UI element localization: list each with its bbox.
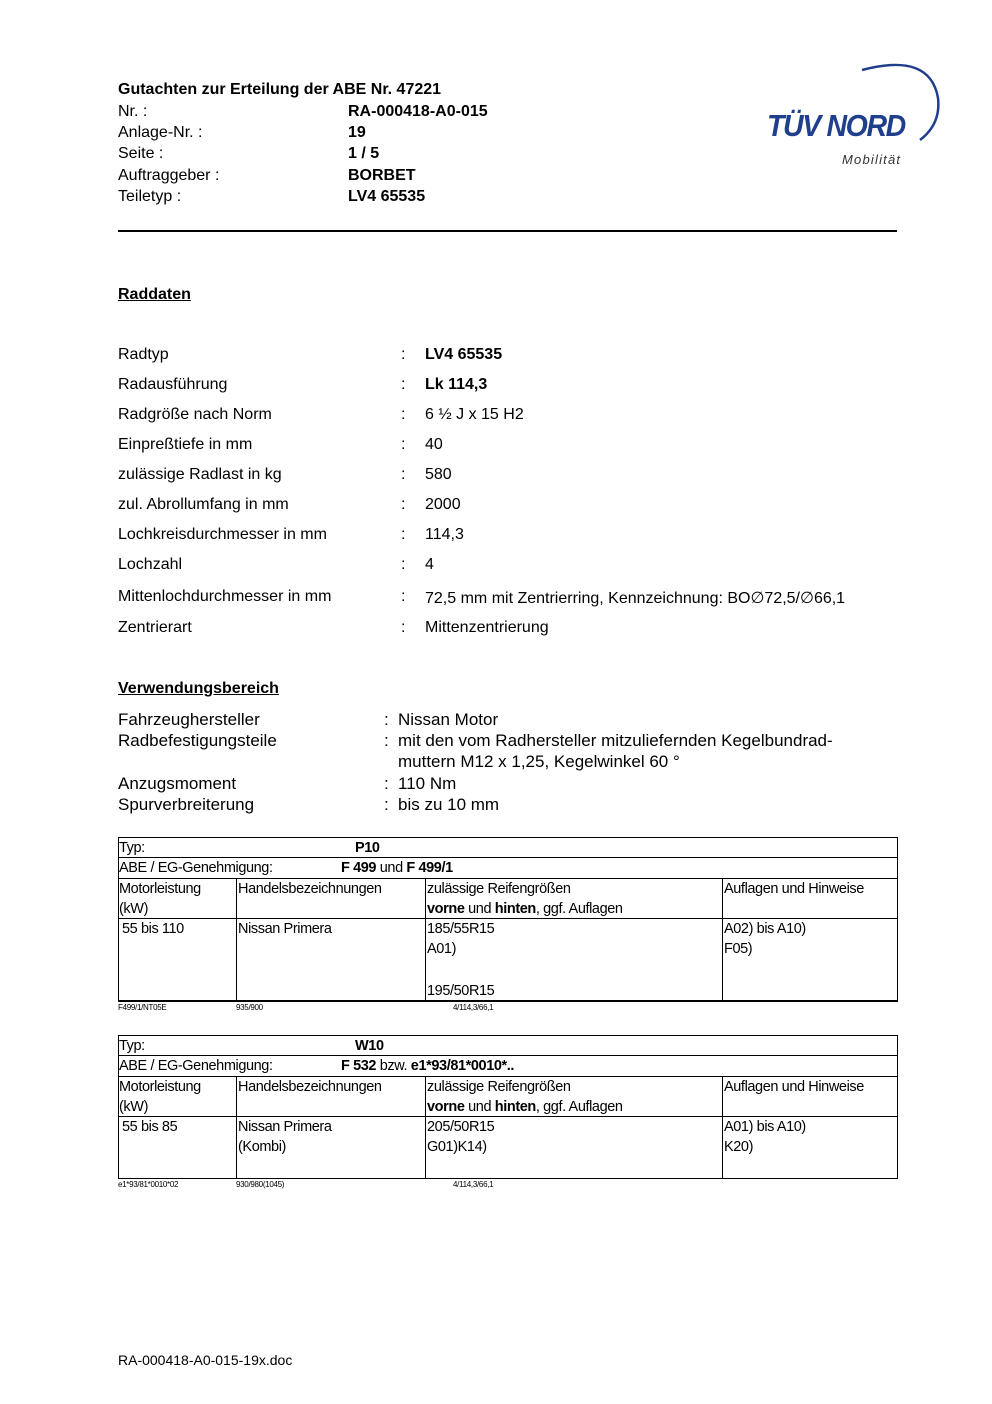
footnote-code: 935/900 — [236, 1003, 263, 1012]
wheel-data-row — [118, 526, 918, 546]
document-title: Gutachten zur Erteilung der ABE Nr. 47221 — [118, 81, 442, 98]
column-divider — [722, 1076, 723, 1178]
wheel-data-label: Einpreßtiefe in mm — [118, 436, 253, 453]
section-heading-raddaten: Raddaten — [118, 286, 191, 303]
vehicle-table-w10 — [118, 1035, 898, 1195]
header-label: Seite : — [118, 145, 164, 162]
notes-cell: F05) — [724, 941, 753, 957]
colon: : — [401, 556, 406, 573]
footnote-code: e1*93/81*0010*02 — [118, 1180, 179, 1189]
wheel-data-value: LV4 65535 — [425, 346, 503, 363]
usage-value: mit den vom Radhersteller mitzuliefernden Kegelbundrad- — [398, 731, 833, 750]
header-label: Teiletyp : — [118, 188, 182, 205]
typ-label: Typ: — [119, 1038, 145, 1054]
front-label: vorne — [427, 1099, 465, 1115]
vehicle-table-p10 — [118, 837, 898, 1017]
wheel-data-value: 114,3 — [425, 526, 464, 543]
usage-label: Anzugsmoment — [118, 774, 237, 793]
colon: : — [401, 526, 406, 543]
col-header-power: Motorleistung — [119, 1079, 201, 1095]
wheel-data-value: 40 — [425, 436, 443, 453]
header-value: 1 / 5 — [348, 145, 380, 162]
abe-value — [341, 858, 453, 878]
abe-number: F 532 — [341, 1058, 377, 1074]
logo-wordmark: TÜV NORD — [767, 108, 905, 143]
tyre-cell: 205/50R15 — [427, 1119, 495, 1135]
wheel-data-row — [118, 346, 918, 366]
notes-cell: A01) bis A10) — [724, 1119, 806, 1135]
column-divider — [425, 878, 426, 1001]
wheel-data-value: 4 — [425, 556, 434, 573]
column-divider — [722, 878, 723, 1001]
wheel-data-label: zul. Abrollumfang in mm — [118, 496, 289, 513]
typ-value: W10 — [355, 1038, 384, 1054]
front-label: vorne — [427, 901, 465, 917]
usage-label: Radbefestigungsteile — [118, 731, 277, 750]
column-divider — [236, 878, 237, 1001]
usage-label: Fahrzeughersteller — [118, 710, 260, 729]
col-header-power-unit: (kW) — [119, 901, 148, 917]
footnote-code: F499/1/NT05E — [118, 1003, 167, 1012]
rear-label: hinten — [494, 901, 536, 917]
section-heading-verwendungsbereich: Verwendungsbereich — [118, 680, 279, 697]
wheel-data-row — [118, 588, 918, 608]
colon: : — [384, 774, 389, 793]
wheel-data-row — [118, 376, 918, 396]
abe-separator: bzw. — [379, 1058, 408, 1074]
conditions-label: , ggf. Auflagen — [535, 1099, 623, 1115]
wheel-data-label: zulässige Radlast in kg — [118, 466, 282, 483]
wheel-data-label: Radgröße nach Norm — [118, 406, 272, 423]
trade-name-cell: Nissan Primera — [238, 921, 332, 937]
colon: : — [384, 731, 389, 750]
colon: : — [401, 436, 406, 453]
colon: : — [401, 466, 406, 483]
colon: : — [401, 406, 406, 423]
col-header-notes: Auflagen und Hinweise — [724, 1079, 864, 1095]
wheel-data-label: Lochzahl — [118, 556, 183, 573]
col-header-power: Motorleistung — [119, 881, 201, 897]
usage-value: muttern M12 x 1,25, Kegelwinkel 60 ° — [398, 752, 680, 771]
wheel-data-value: 72,5 mm mit Zentrierring, Kennzeichnung: BO∅72,5/∅66,1 — [425, 590, 846, 607]
wheel-data-row — [118, 406, 918, 426]
tyre-cell: G01)K14) — [427, 1139, 487, 1155]
usage-label: Spurverbreiterung — [118, 795, 255, 814]
document-filename: RA-000418-A0-015-19x.doc — [118, 1352, 293, 1368]
column-divider — [425, 1076, 426, 1178]
wheel-data-value: 2000 — [425, 496, 461, 513]
abe-value — [341, 1056, 514, 1076]
colon: : — [401, 496, 406, 513]
col-header-trade-names: Handelsbezeichnungen — [238, 881, 382, 897]
typ-label: Typ: — [119, 840, 145, 856]
header-value: RA-000418-A0-015 — [348, 103, 488, 120]
wheel-data-row — [118, 496, 918, 516]
table-divider — [118, 1000, 898, 1002]
footnote-code: 4/114,3/66,1 — [453, 1180, 494, 1189]
col-header-tyres: zulässige Reifengrößen — [427, 881, 571, 897]
abe-separator: und — [379, 860, 403, 876]
header-label: Anlage-Nr. : — [118, 124, 203, 141]
header-value: BORBET — [348, 167, 416, 184]
header-label: Auftraggeber : — [118, 167, 220, 184]
tyre-cell: 185/55R15 — [427, 921, 495, 937]
col-header-notes: Auflagen und Hinweise — [724, 881, 864, 897]
power-cell: 55 bis 110 — [122, 921, 184, 937]
wheel-data-label: Radausführung — [118, 376, 228, 393]
header-divider — [118, 230, 897, 232]
abe-number: F 499/1 — [406, 860, 453, 876]
footnote-code: 4/114,3/66,1 — [453, 1003, 494, 1012]
trade-name-cell: (Kombi) — [238, 1139, 286, 1155]
abe-label: ABE / EG-Genehmigung: — [119, 1058, 273, 1074]
abe-label: ABE / EG-Genehmigung: — [119, 860, 273, 876]
notes-cell: K20) — [724, 1139, 754, 1155]
wheel-data-label: Radtyp — [118, 346, 169, 363]
header-label: Nr. : — [118, 103, 148, 120]
wheel-data-value: 6 ½ J x 15 H2 — [425, 406, 524, 423]
notes-cell: A02) bis A10) — [724, 921, 806, 937]
col-header-tyres-sub — [427, 899, 623, 919]
colon: : — [401, 588, 406, 605]
and-label: und — [468, 901, 492, 917]
header-value: LV4 65535 — [348, 188, 426, 205]
tyre-cell: 195/50R15 — [427, 983, 495, 999]
colon: : — [384, 795, 389, 814]
abe-number: e1*93/81*0010*.. — [410, 1058, 515, 1074]
header-value: 19 — [348, 124, 366, 141]
tyre-cell: A01) — [427, 941, 457, 957]
col-header-tyres: zulässige Reifengrößen — [427, 1079, 571, 1095]
footnote-code: 930/980(1045) — [236, 1180, 285, 1189]
wheel-data-row — [118, 556, 918, 576]
colon: : — [401, 376, 406, 393]
power-cell: 55 bis 85 — [122, 1119, 178, 1135]
col-header-power-unit: (kW) — [119, 1099, 148, 1115]
logo-subtitle: Mobilität — [842, 152, 902, 167]
colon: : — [401, 619, 406, 636]
wheel-data-label: Lochkreisdurchmesser in mm — [118, 526, 327, 543]
typ-value: P10 — [355, 840, 380, 856]
wheel-data-value: Mittenzentrierung — [425, 619, 549, 636]
col-header-tyres-sub — [427, 1097, 623, 1117]
wheel-data-label: Zentrierart — [118, 619, 192, 636]
conditions-label: , ggf. Auflagen — [535, 901, 623, 917]
wheel-data-value: Lk 114,3 — [425, 376, 488, 393]
col-header-trade-names: Handelsbezeichnungen — [238, 1079, 382, 1095]
wheel-data-label: Mittenlochdurchmesser in mm — [118, 588, 332, 605]
colon: : — [384, 710, 389, 729]
wheel-data-value: 580 — [425, 466, 452, 483]
wheel-data-row — [118, 466, 918, 486]
usage-value: Nissan Motor — [398, 710, 499, 729]
abe-number: F 499 — [341, 860, 377, 876]
usage-value: bis zu 10 mm — [398, 795, 500, 814]
and-label: und — [468, 1099, 492, 1115]
wheel-data-row — [118, 619, 918, 639]
usage-value: 110 Nm — [398, 774, 457, 793]
wheel-data-row — [118, 436, 918, 456]
column-divider — [236, 1076, 237, 1178]
colon: : — [401, 346, 406, 363]
trade-name-cell: Nissan Primera — [238, 1119, 332, 1135]
rear-label: hinten — [494, 1099, 536, 1115]
